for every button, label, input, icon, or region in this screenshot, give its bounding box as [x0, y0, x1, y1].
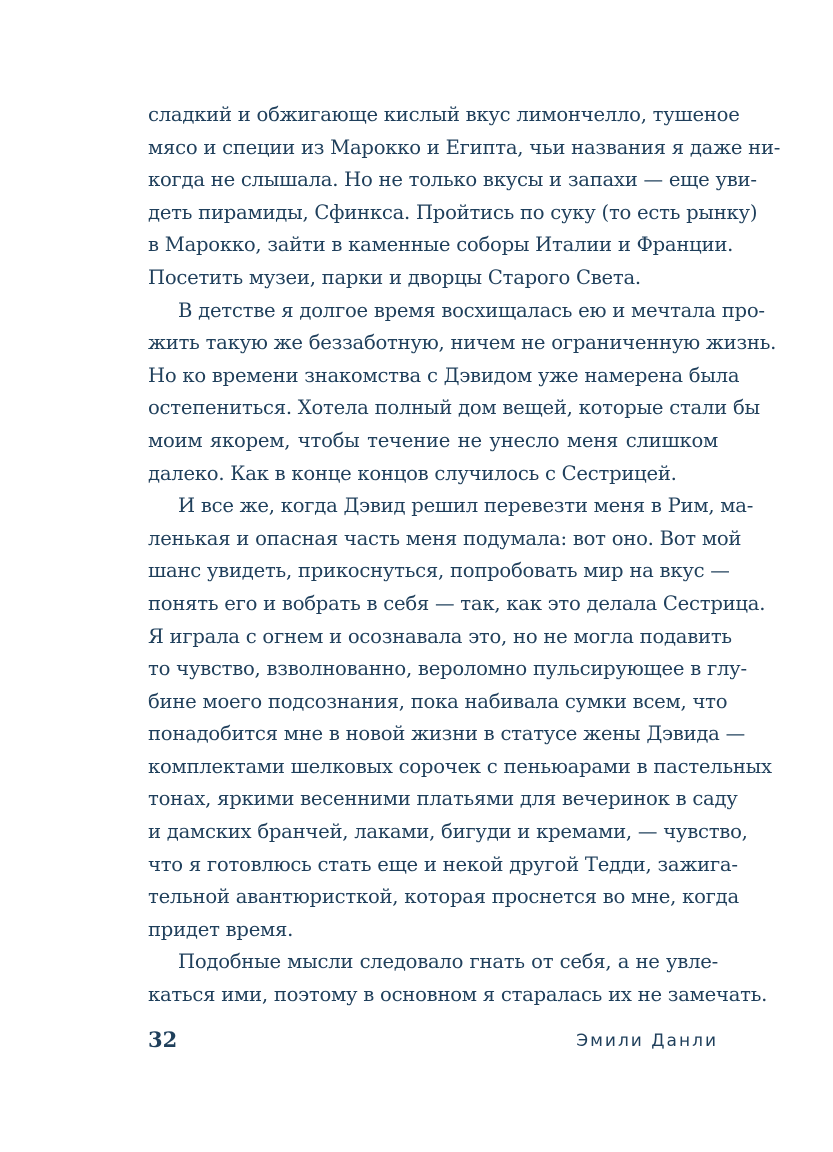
text-line: понять его и вобрать в себя — так, как это делала Сестрица. — [148, 591, 766, 615]
body-text — [148, 99, 781, 1012]
text-line: деть пирамиды, Сфинкса. Пройтись по суку (то есть рынку) — [148, 200, 758, 224]
text-line: Я играла с огнем и осознавала это, но не могла подавить — [148, 624, 732, 648]
paragraph-first-line: Подобные мысли следовало гнать от себя, а не увле- — [178, 950, 718, 974]
text-line: шанс увидеть, прикоснуться, попробовать мир на вкус — — [148, 559, 730, 583]
text-line: жить такую же беззаботную, ничем не ограниченную жизнь. — [148, 331, 777, 355]
text-line: Посетить музеи, парки и дворцы Старого Света. — [148, 265, 641, 289]
text-line: в Марокко, зайти в каменные соборы Италии и Франции. — [148, 233, 734, 257]
text-line: Но ко времени знакомства с Дэвидом уже намерена была — [148, 363, 740, 387]
text-line: комплектами шелковых сорочек с пеньюарами в пастельных — [148, 754, 772, 778]
text-line: каться ими, поэтому в основном я старалась их не замечать. — [148, 983, 768, 1007]
text-line: моим якорем, чтобы течение не унесло меня слишком — [148, 428, 718, 452]
text-line: когда не слышала. Но не только вкусы и запахи — еще уви- — [148, 168, 757, 192]
paragraph-first-line: И все же, когда Дэвид решил перевезти меня в Рим, ма- — [178, 494, 754, 518]
text-line: бине моего подсознания, пока набивала сумки всем, что — [148, 689, 728, 713]
text-line: что я готовлюсь стать еще и некой другой Тедди, зажига- — [148, 852, 738, 876]
text-line: ленькая и опасная часть меня подумала: вот оно. Вот мой — [148, 526, 742, 550]
text-line: мясо и специи из Марокко и Египта, чьи названия я даже ни- — [148, 135, 781, 159]
text-line: то чувство, взволнованно, вероломно пульсирующее в глу- — [148, 657, 747, 681]
page-number: 32 — [148, 1027, 178, 1052]
paragraph-first-line: В детстве я долгое время восхищалась ею и мечтала про- — [178, 298, 765, 322]
running-footer-author: Эмили Данли — [576, 1031, 718, 1051]
text-line: остепениться. Хотела полный дом вещей, которые стали бы — [148, 396, 760, 420]
text-line: тельной авантюристкой, которая проснется во мне, когда — [148, 885, 739, 909]
text-line: понадобится мне в новой жизни в статусе жены Дэвида — — [148, 722, 745, 746]
text-line: тонах, яркими весенними платьями для вечеринок в саду — [148, 787, 738, 811]
text-line: придет время. — [148, 917, 294, 941]
text-line: далеко. Как в конце концов случилось с Сестрицей. — [148, 461, 677, 485]
text-line: и дамских бранчей, лаками, бигуди и кремами, — чувство, — [148, 820, 748, 844]
text-line: сладкий и обжигающе кислый вкус лимончелло, тушеное — [148, 103, 740, 126]
